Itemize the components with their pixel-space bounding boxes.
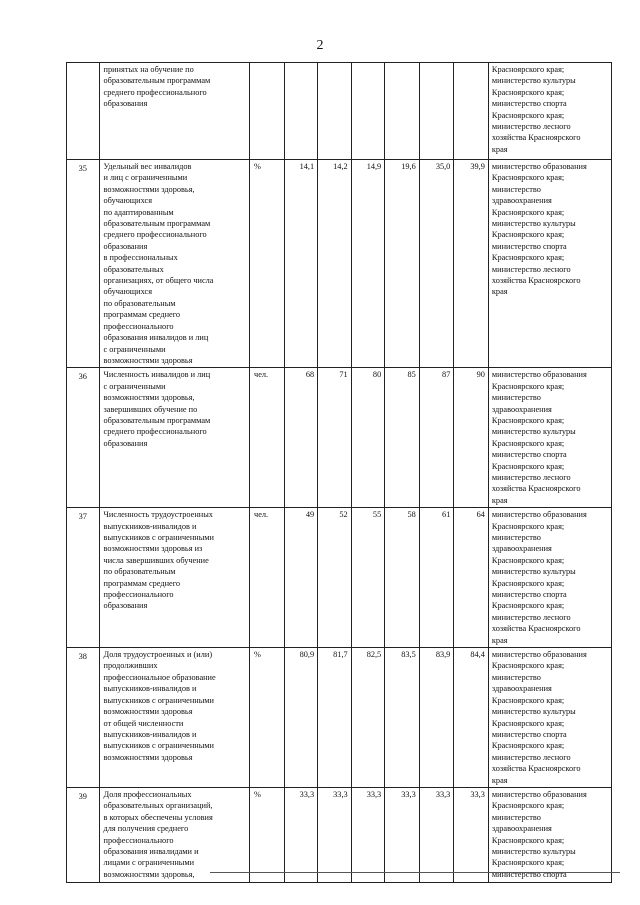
row-number-cell: 35 — [67, 160, 100, 368]
value-cell: 19,6 — [385, 160, 420, 368]
indicator-name-cell: Доля профессиональных образовательных организаций, в которых обеспечены условия для получения среднего профессионального образования инвалидами и лицами с ограниченными возможностями здоровья, — [99, 787, 249, 882]
value-cell: 64 — [454, 508, 489, 648]
indicator-name-cell: Удельный вес инвалидов и лиц с ограниченными возможностями здоровья, обучающихся по адаптированным образовательным программам среднего профессионального образования в профессиональных образовательных организациях, от общего числа обучающихся по образовательным программам среднего профессионального образования инвалидов и лиц с ограниченными возможностями здоровья — [99, 160, 249, 368]
value-cell: 58 — [385, 508, 420, 648]
responsible-cell: министерство образования Красноярского края; министерство здравоохранения Красноярского края; министерство культуры Красноярского края; министерство спорта Красноярского края; министерство лесного хозяйства Красноярского края — [488, 648, 611, 788]
value-cell — [419, 63, 454, 160]
value-cell: 14,1 — [284, 160, 318, 368]
value-cell — [318, 63, 352, 160]
responsible-cell: министерство образования Красноярского края; министерство здравоохранения Красноярского края; министерство культуры Красноярского края; министерство спорта Красноярского края; министерство лесного хозяйства Красноярского края — [488, 508, 611, 648]
value-cell: 80,9 — [284, 648, 318, 788]
value-cell: 82,5 — [351, 648, 385, 788]
row-number-cell: 37 — [67, 508, 100, 648]
footer-rule — [210, 872, 620, 873]
value-cell — [351, 63, 385, 160]
responsible-cell: Красноярского края; министерство культуры Красноярского края; министерство спорта Красноярского края; министерство лесного хозяйства Красноярского края — [488, 63, 611, 160]
responsible-cell: министерство образования Красноярского края; министерство здравоохранения Красноярского края; министерство культуры Красноярского края; министерство спорта Красноярского края; министерство лесного хозяйства Красноярского края — [488, 160, 611, 368]
row-number-cell: 36 — [67, 368, 100, 508]
indicator-name-cell: Численность инвалидов и лиц с ограниченными возможностями здоровья, завершивших обучение по образовательным программам среднего профессионального образования — [99, 368, 249, 508]
table-row — [67, 63, 612, 160]
value-cell: 83,9 — [419, 648, 454, 788]
value-cell — [385, 63, 420, 160]
indicator-name-cell: принятых на обучение по образовательным программам среднего профессионального образования — [99, 63, 249, 160]
responsible-cell: министерство образования Красноярского края; министерство здравоохранения Красноярского края; министерство культуры Красноярского края; министерство спорта — [488, 787, 611, 882]
unit-cell — [250, 63, 285, 160]
unit-cell: чел. — [250, 508, 285, 648]
value-cell: 68 — [284, 368, 318, 508]
responsible-cell: министерство образования Красноярского края; министерство здравоохранения Красноярского края; министерство культуры Красноярского края; министерство спорта Красноярского края; министерство лесного хозяйства Красноярского края — [488, 368, 611, 508]
unit-cell: % — [250, 160, 285, 368]
table-row — [67, 368, 612, 508]
value-cell: 33,3 — [351, 787, 385, 882]
value-cell: 49 — [284, 508, 318, 648]
value-cell: 84,4 — [454, 648, 489, 788]
value-cell: 33,3 — [385, 787, 420, 882]
value-cell: 14,9 — [351, 160, 385, 368]
value-cell — [284, 63, 318, 160]
value-cell: 39,9 — [454, 160, 489, 368]
value-cell: 83,5 — [385, 648, 420, 788]
indicator-name-cell: Численность трудоустроенных выпускников-инвалидов и выпускников с ограниченными возможностями здоровья из числа завершивших обучение по образовательным программам среднего профессионального образования — [99, 508, 249, 648]
table-row — [67, 648, 612, 788]
table-row — [67, 508, 612, 648]
value-cell: 33,3 — [284, 787, 318, 882]
table-body — [67, 63, 612, 883]
value-cell: 85 — [385, 368, 420, 508]
value-cell: 90 — [454, 368, 489, 508]
value-cell: 55 — [351, 508, 385, 648]
value-cell: 61 — [419, 508, 454, 648]
unit-cell: % — [250, 648, 285, 788]
value-cell: 33,3 — [454, 787, 489, 882]
page-number: 2 — [316, 38, 324, 53]
indicator-name-cell: Доля трудоустроенных и (или) продолживших профессиональное образование выпускников-инвалидов и выпускников с ограниченными возможностями здоровья от общей численности выпускников-инвалидов и выпускников с ограниченными возможностями здоровья — [99, 648, 249, 788]
value-cell: 52 — [318, 508, 352, 648]
indicators-table — [66, 62, 612, 883]
row-number-cell — [67, 63, 100, 160]
value-cell: 80 — [351, 368, 385, 508]
row-number-cell: 39 — [67, 787, 100, 882]
table-row — [67, 787, 612, 882]
value-cell: 35,0 — [419, 160, 454, 368]
value-cell — [454, 63, 489, 160]
unit-cell: % — [250, 787, 285, 882]
row-number-cell: 38 — [67, 648, 100, 788]
table-row — [67, 160, 612, 368]
value-cell: 33,3 — [419, 787, 454, 882]
value-cell: 87 — [419, 368, 454, 508]
value-cell: 81,7 — [318, 648, 352, 788]
value-cell: 71 — [318, 368, 352, 508]
unit-cell: чел. — [250, 368, 285, 508]
value-cell: 33,3 — [318, 787, 352, 882]
value-cell: 14,2 — [318, 160, 352, 368]
